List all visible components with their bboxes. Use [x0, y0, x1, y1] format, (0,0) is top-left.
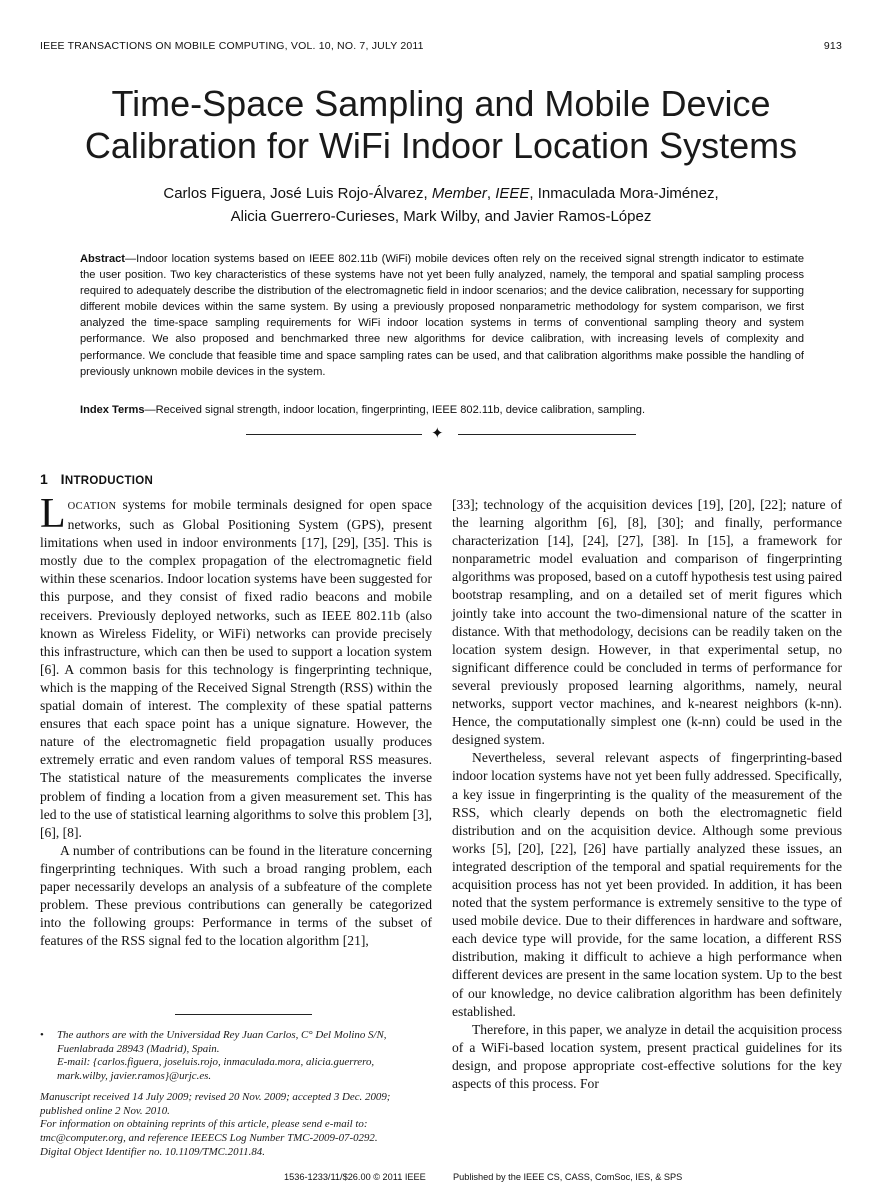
separator-rule-right — [458, 434, 636, 435]
author-list — [20, 182, 862, 228]
author-names-1-end: , Inmaculada Mora-Jiménez, — [529, 185, 719, 202]
page-number: 913 — [823, 40, 842, 52]
paragraph: [33]; technology of the acquisition devices [19], [20], [22]; nature of the learning algorithm [6], [8], [30]; and finally, performance characterization [14], [24], [27], [38]. In [15], a framework for nonparametric model evaluation and comparison of fingerprinting algorithms was proposed, based on a cutoff hypothesis test using paired bootstrap resampling, and on a detailed set of merit figures which jointly take into account the two-dimensional nature of the scatter in distance. With that methodology, decisions can be readily taken on the location system design. However, in that experimental setup, no significant difference could be concluded in terms of performance for several previously proposed learning algorithms, namely, neural networks, support vector machines, and k-nearest neighbors (k-nn). Hence, the computationally simplest one (k-nn) could be used in the designed system. — [452, 497, 842, 748]
abstract-text: —Indoor location systems based on IEEE 802.11b (WiFi) mobile devices often rely on the received signal strength indicator to estimate the user position. Two key characteristics of these systems have not yet been fully analyzed, namely, the temporal and spatial sampling process required to adequately describe the distribution of the electromagnetic field in indoor scenarios; and the device calibration, necessary for supporting different mobile devices within the same system. By using a previously proposed nonparametric methodology for system comparison, we first analyzed the time-space sampling requirements for WiFi indoor location systems in terms of conventional sampling theory and system performance. We also proposed and benchmarked three new algorithms for device calibration, with increasing levels of complexity and performance. We conclude that feasible time and space sampling rates can be used, and that calibration algorithms make possible the handling of previously unknown mobile devices in the system. — [80, 253, 804, 378]
section-heading — [40, 471, 153, 487]
email-line-2: mark.wilby, javier.ramos}@urjc.es. — [57, 1070, 212, 1083]
index-terms-label: Index Terms — [80, 404, 145, 416]
reprints-note: For information on obtaining reprints of this article, please send e-mail to: tmc@computer.org, and reference IEEECS Log Number TMC-2009-07-0292. — [40, 1118, 378, 1144]
section-number: 1 — [40, 471, 49, 487]
author-names-1: Carlos Figuera, José Luis Rojo-Álvarez, — [163, 185, 432, 202]
abstract — [80, 251, 804, 380]
paragraph: A number of contributions can be found in the literature concerning fingerprinting techniques. With such a broad ranging problem, each paper necessarily develops an analysis of a subfeature of the complete problem. These previous contributions can generally be categorized into the following groups: Performance in terms of the subset of features of the RSS signal fed to the location algorithm [21], — [40, 842, 432, 949]
paragraph: Nevertheless, several relevant aspects of fingerprinting-based indoor location systems have not yet been fully addressed. Specifically, a key issue in fingerprinting is the quality of the measurement of the RSS, which clearly depends on both the electromagnetic field distribution and on the acquisition device. Although some previous works [5], [20], [22], [26] have partially analyzed these issues, an integrated description of the temporal and spatial requirements for the acquisition process has not yet been provided. In addition, it has been noted that the system performance is extremely sensitive to the type of used mobile device. Due to their differences in hardware and software, each device type will provide, for the same location, a different RSS distribution, making it difficult to achieve a high performance when different devices are present in the same location system. Up to the best of our knowledge, no device calibration algorithm has been definitely established. — [452, 750, 842, 1019]
separator-diamond-icon: ✦ — [431, 426, 444, 442]
author-comma: , — [486, 185, 496, 202]
affiliation-line-2: Fuenlabrada 28943 (Madrid), Spain. — [57, 1042, 220, 1055]
copyright-line: 1536-1233/11/$26.00 © 2011 IEEE — [284, 1172, 426, 1182]
paragraph — [40, 491, 432, 842]
drop-cap: L — [40, 491, 66, 537]
separator-rule-left — [246, 434, 422, 435]
ieee-label: IEEE — [495, 185, 530, 202]
title-line-1: Time-Space Sampling and Mobile Device — [111, 83, 771, 124]
index-terms — [80, 402, 804, 418]
affiliation-line-1: The authors are with the Universidad Rey Juan Carlos, C° Del Molino S/N, — [57, 1029, 387, 1041]
journal-line: IEEE TRANSACTIONS ON MOBILE COMPUTING, VOL. 10, NO. 7, JULY 2011 — [40, 40, 424, 52]
paper-title — [20, 83, 862, 167]
affiliation-note — [40, 1029, 432, 1084]
title-line-2: Calibration for WiFi Indoor Location Systems — [84, 125, 798, 166]
manuscript-note: Manuscript received 14 July 2009; revised 20 Nov. 2009; accepted 3 Dec. 2009; published online 2 Nov. 2010. — [40, 1090, 391, 1117]
footnote-rule — [175, 1014, 312, 1015]
left-column — [40, 491, 432, 950]
bullet-icon: • — [40, 1029, 44, 1041]
section-title-initial: I — [60, 471, 65, 487]
publisher-line: Published by the IEEE CS, CASS, ComSoc, IES, & SPS — [453, 1172, 683, 1182]
paragraph-text: systems for mobile terminals designed for open space networks, such as Global Positioning System (GPS), present limitations when used in indoor environments [17], [29], [35]. This is mostly due to the complex propagation of the electromagnetic field within these scenarios. Indoor location systems have been suggested for this purpose, and they consist of fixed radio beacons and mobile receivers. Previously deployed networks, such as IEEE 802.11b (also known as Wireless Fidelity, or WiFi) networks can provide precisely this infrastructure, which can then be used to support a location system [6]. A common basis for this technology is fingerprinting technique, which is the mapping of the Received Signal Strength (RSS) within the spatial domain of interest. The complexity of these spatial patterns ensures that each space point has a unique signature. However, the nature of the electromagnetic field propagation usually produces extremely erratic and even random values of temporal RSS measures. The statistical nature of the measurements complicates the inverse problem of finding a location from a given measurement set. This has led to the use of statistical learning algorithms to solve this problem [3], [6], [8]. — [40, 497, 432, 840]
author-line-1 — [20, 182, 862, 205]
author-line-2: Alicia Guerrero-Curieses, Mark Wilby, and Javier Ramos-López — [230, 208, 652, 225]
abstract-label: Abstract — [80, 253, 126, 265]
section-title-rest: NTRODUCTION — [64, 475, 154, 487]
running-header — [40, 40, 842, 52]
paragraph: Therefore, in this paper, we analyze in detail the acquisition process of a WiFi-based location system, present practical guidelines for its design, and propose appropriate cost-effective solutions for the key aspects of this process. For — [452, 1021, 842, 1091]
lead-smallcaps: OCATION — [67, 501, 117, 512]
member-label: Member — [431, 185, 487, 202]
footnotes — [40, 1029, 432, 1159]
right-column — [452, 496, 842, 1093]
email-line-1: E-mail: {carlos.figuera, joseluis.rojo, inmaculada.mora, alicia.guerrero, — [57, 1056, 375, 1069]
doi-note: Digital Object Identifier no. 10.1109/TMC.2011.84. — [40, 1145, 265, 1158]
index-terms-text: —Received signal strength, indoor location, fingerprinting, IEEE 802.11b, device calibration, sampling. — [144, 404, 646, 416]
